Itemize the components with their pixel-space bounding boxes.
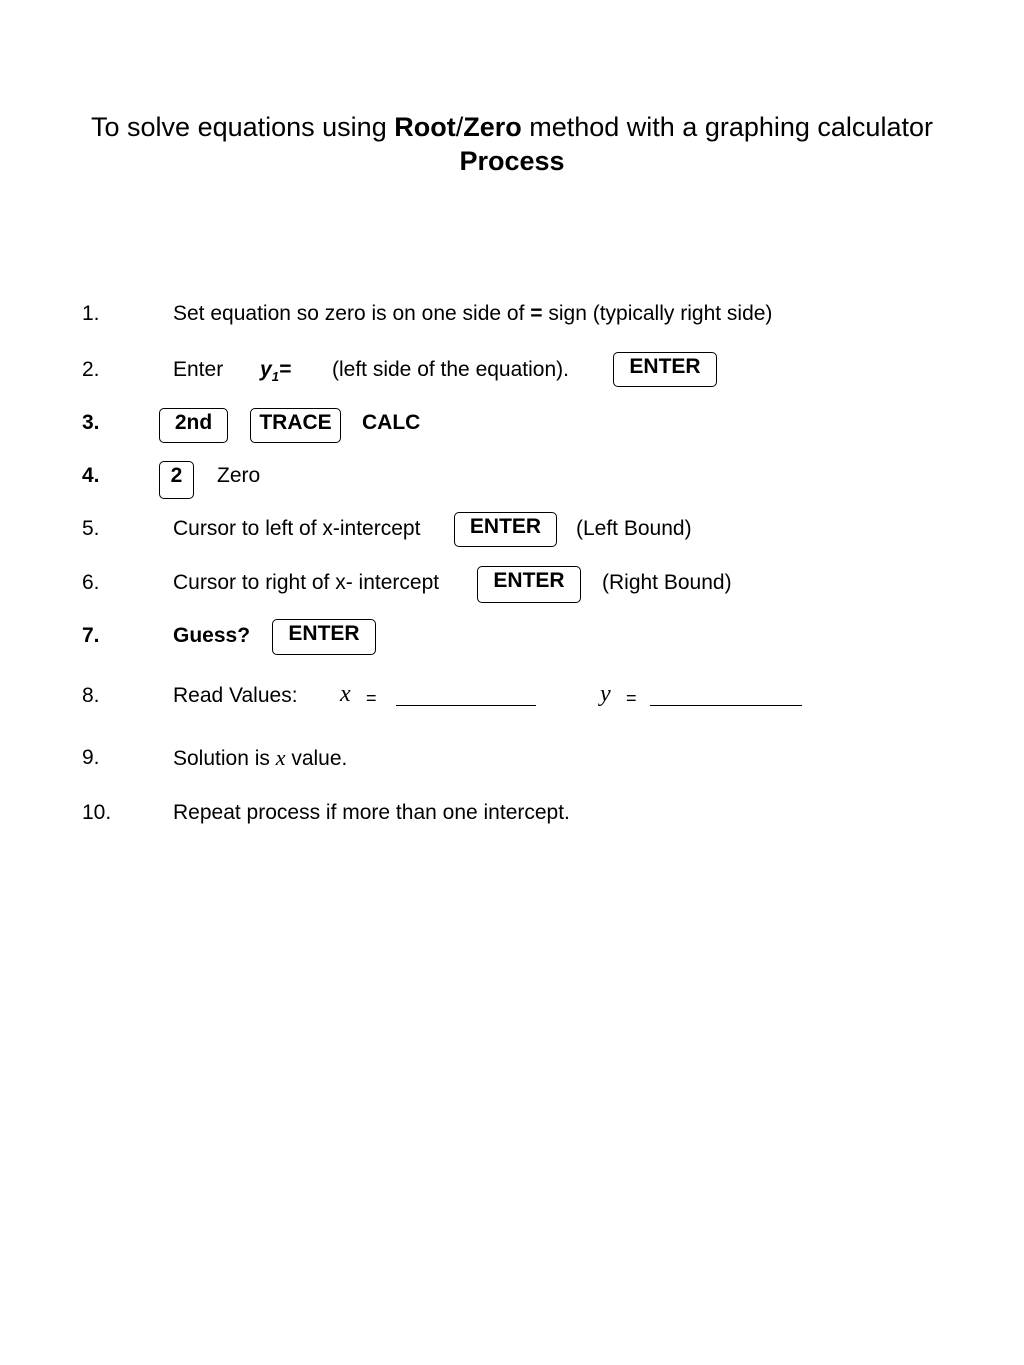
step-text-2: (left side of the equation). (332, 358, 569, 381)
step-text-pre: Set equation so zero is on one side of (173, 302, 531, 325)
x-variable: x (275, 745, 286, 770)
page-title (0, 110, 1024, 178)
x-answer-blank (396, 705, 536, 706)
step-number: 4. (82, 464, 100, 487)
step-number: 8. (82, 684, 100, 707)
y-variable: y (600, 681, 611, 707)
y-answer-blank (650, 705, 802, 706)
title-text: To solve equations using (91, 112, 395, 142)
step-number: 10. (82, 801, 112, 824)
equals-sign: = (530, 302, 543, 325)
var-subscript: 1 (271, 369, 279, 385)
step-text (173, 302, 772, 326)
step-text: Cursor to right of x- intercept (173, 571, 440, 594)
step-text-post: value. (285, 747, 348, 770)
enter-key: ENTER (613, 352, 717, 387)
step-2 (0, 355, 1024, 398)
step-number: 5. (82, 517, 100, 540)
title-text-end: method with a graphing calculator (521, 112, 933, 142)
step-number: 9. (82, 746, 100, 769)
step-5 (0, 517, 1024, 557)
step-text: Repeat process if more than one intercept. (173, 801, 570, 824)
step-8 (0, 681, 1024, 724)
step-10 (0, 801, 1024, 841)
step-text: Zero (217, 464, 261, 487)
2nd-key: 2nd (159, 408, 228, 443)
step-text: Enter (173, 358, 224, 381)
trace-key: TRACE (250, 408, 341, 443)
step-9 (0, 746, 1024, 786)
title-line-1 (0, 110, 1024, 144)
step-6 (0, 571, 1024, 611)
step-text (173, 746, 347, 771)
step-text: Guess? (173, 624, 251, 647)
step-number: 7. (82, 624, 100, 647)
step-number: 6. (82, 571, 100, 594)
calc-label: CALC (362, 411, 421, 434)
step-note: (Left Bound) (576, 517, 692, 540)
title-zero: Zero (463, 112, 522, 142)
step-7 (0, 624, 1024, 664)
y-equals: = (626, 688, 637, 708)
var-y: y (260, 358, 272, 381)
title-slash: / (455, 112, 464, 142)
enter-key: ENTER (272, 619, 376, 655)
step-4 (0, 464, 1024, 504)
step-number: 2. (82, 358, 100, 381)
x-variable: x (340, 681, 351, 707)
title-line-2: Process (459, 146, 565, 176)
x-equals: = (366, 688, 377, 708)
step-text-pre: Solution is (173, 747, 276, 770)
step-text: Read Values: (173, 684, 298, 707)
step-text: Cursor to left of x-intercept (173, 517, 421, 540)
step-note: (Right Bound) (602, 571, 732, 594)
step-number: 3. (82, 411, 100, 434)
step-text-post: sign (typically right side) (542, 302, 773, 325)
enter-key: ENTER (477, 566, 581, 603)
title-root: Root (394, 112, 456, 142)
2-key: 2 (159, 461, 194, 499)
y1-variable (260, 358, 291, 389)
enter-key: ENTER (454, 512, 557, 547)
step-1 (0, 302, 1024, 342)
step-3 (0, 411, 1024, 451)
var-equals: = (278, 358, 292, 381)
step-number: 1. (82, 302, 100, 325)
